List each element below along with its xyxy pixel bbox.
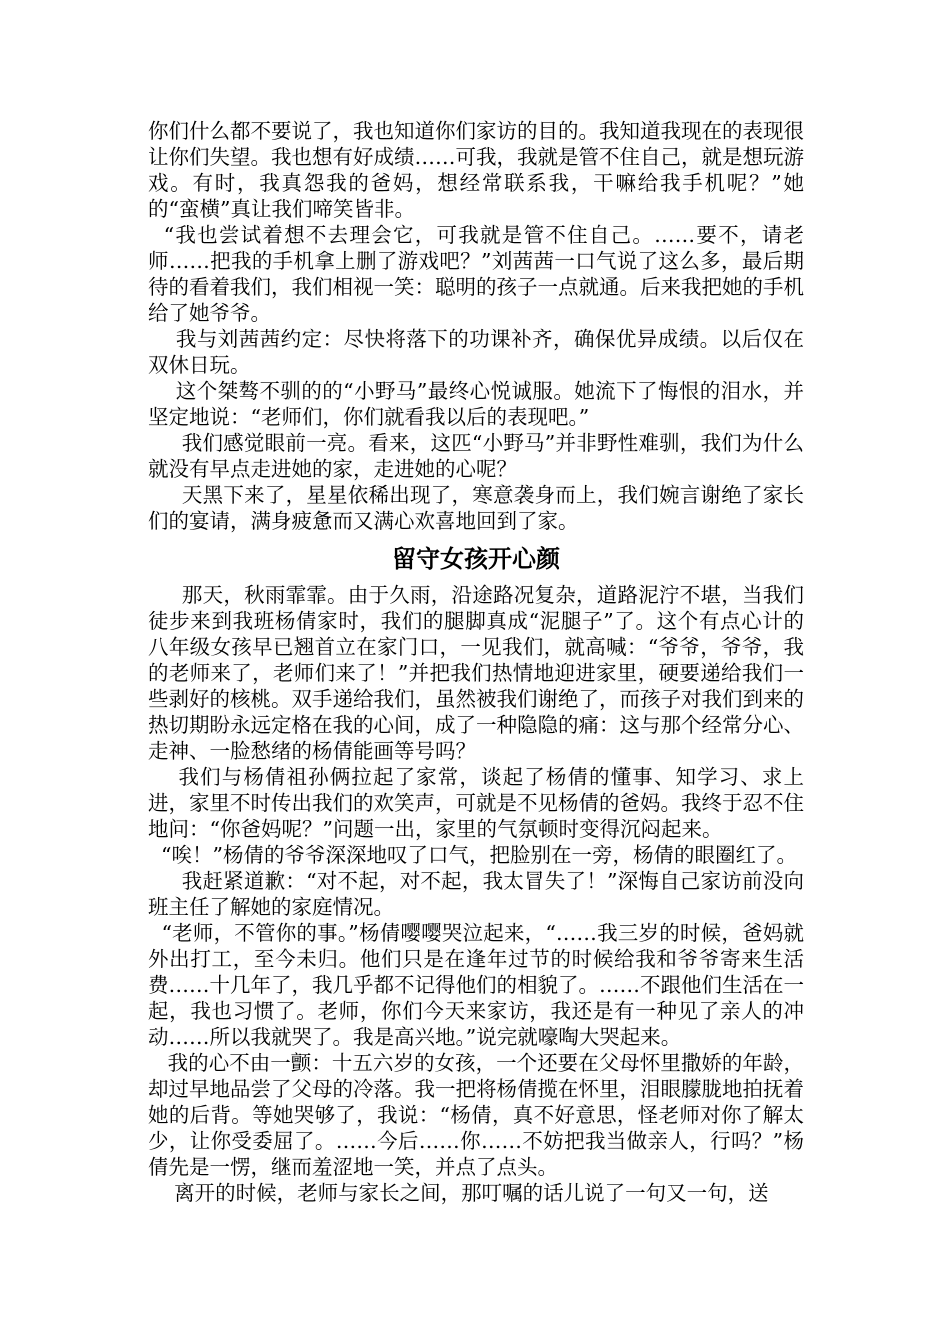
section-story-1 [148, 118, 804, 534]
document-page [148, 118, 804, 1206]
paragraph: “唉！”杨倩的爷爷深深地叹了口气，把脸别在一旁，杨倩的眼圈红了。 [148, 843, 798, 867]
paragraph: 你们什么都不要说了，我也知道你们家访的目的。我知道我现在的表现很让你们失望。我也想有好成绩……可我，我就是管不住自己，就是想玩游戏。有时，我真怨我的爸妈，想经常联系我，干嘛给我手机呢？”她的“蛮横”真让我们啼笑皆非。 [148, 119, 804, 221]
section-title: 留守女孩开心颜 [392, 545, 560, 573]
paragraph: 我们与杨倩祖孙俩拉起了家常，谈起了杨倩的懂事、知学习、求上进，家里不时传出我们的欢笑声，可就是不见杨倩的爸妈。我终于忍不住地问：“你爸妈呢？”问题一出，家里的气氛顿时变得沉闷起来。 [148, 765, 804, 841]
paragraph: 这个桀骜不驯的的“小野马”最终心悦诚服。她流下了悔恨的泪水，并坚定地说：“老师们，你们就看我以后的表现吧。” [148, 379, 804, 429]
paragraph: “我也尝试着想不去理会它，可我就是管不住自己。……要不，请老师……把我的手机拿上删了游戏吧？”刘茜茜一口气说了这么多，最后期待的看着我们，我们相视一笑：聪明的孩子一点就通。后来我把她的手机给了她爷爷。 [148, 223, 804, 325]
paragraph: 天黑下来了，星星依稀出现了，寒意袭身而上，我们婉言谢绝了家长们的宴请，满身疲惫而又满心欢喜地回到了家。 [148, 483, 804, 533]
paragraph: 我与刘茜茜约定：尽快将落下的功课补齐，确保优异成绩。以后仅在双休日玩。 [148, 327, 804, 377]
paragraph: “老师，不管你的事。”杨倩嘤嘤哭泣起来，“……我三岁的时候，爸妈就外出打工，至今未归。他们只是在逢年过节的时候给我和爷爷寄来生活费……十几年了，我几乎都不记得他们的相貌了。……不跟他们生活在一起，我也习惯了。老师，你们今天来家访，我还是有一种见了亲人的冲动……所以我就哭了。我是高兴地。”说完就嚎啕大哭起来。 [148, 921, 804, 1049]
paragraph: 我的心不由一颤：十五六岁的女孩，一个还要在父母怀里撒娇的年龄，却过早地品尝了父母的冷落。我一把将杨倩揽在怀里，泪眼朦胧地拍抚着她的后背。等她哭够了，我说：“杨倩，真不好意思，怪老师对你了解太少，让你受委屈了。……今后……你……不妨把我当做亲人，行吗？”杨倩先是一愣，继而羞涩地一笑，并点了点头。 [148, 1051, 804, 1179]
section-story-2 [148, 582, 804, 1206]
paragraph: 那天，秋雨霏霏。由于久雨，沿途路况复杂，道路泥泞不堪，当我们徒步来到我班杨倩家时，我们的腿脚真成“泥腿子”了。这个有点心计的八年级女孩早已翘首立在家门口，一见我们，就高喊：“爷爷，爷爷，我的老师来了，老师们来了！”并把我们热情地迎进家里，硬要递给我们一些剥好的核桃。双手递给我们，虽然被我们谢绝了，而孩子对我们到来的热切期盼永远定格在我的心间，成了一种隐隐的痛：这与那个经常分心、走神、一脸愁绪的杨倩能画等号吗？ [148, 583, 804, 763]
paragraph: 我赶紧道歉：“对不起，对不起，我太冒失了！”深悔自己家访前没向班主任了解她的家庭情况。 [148, 869, 804, 919]
paragraph: 我们感觉眼前一亮。看来，这匹“小野马”并非野性难驯，我们为什么就没有早点走进她的家，走进她的心呢？ [148, 431, 804, 481]
paragraph: 离开的时候，老师与家长之间，那叮嘱的话儿说了一句又一句，送 [148, 1181, 769, 1205]
